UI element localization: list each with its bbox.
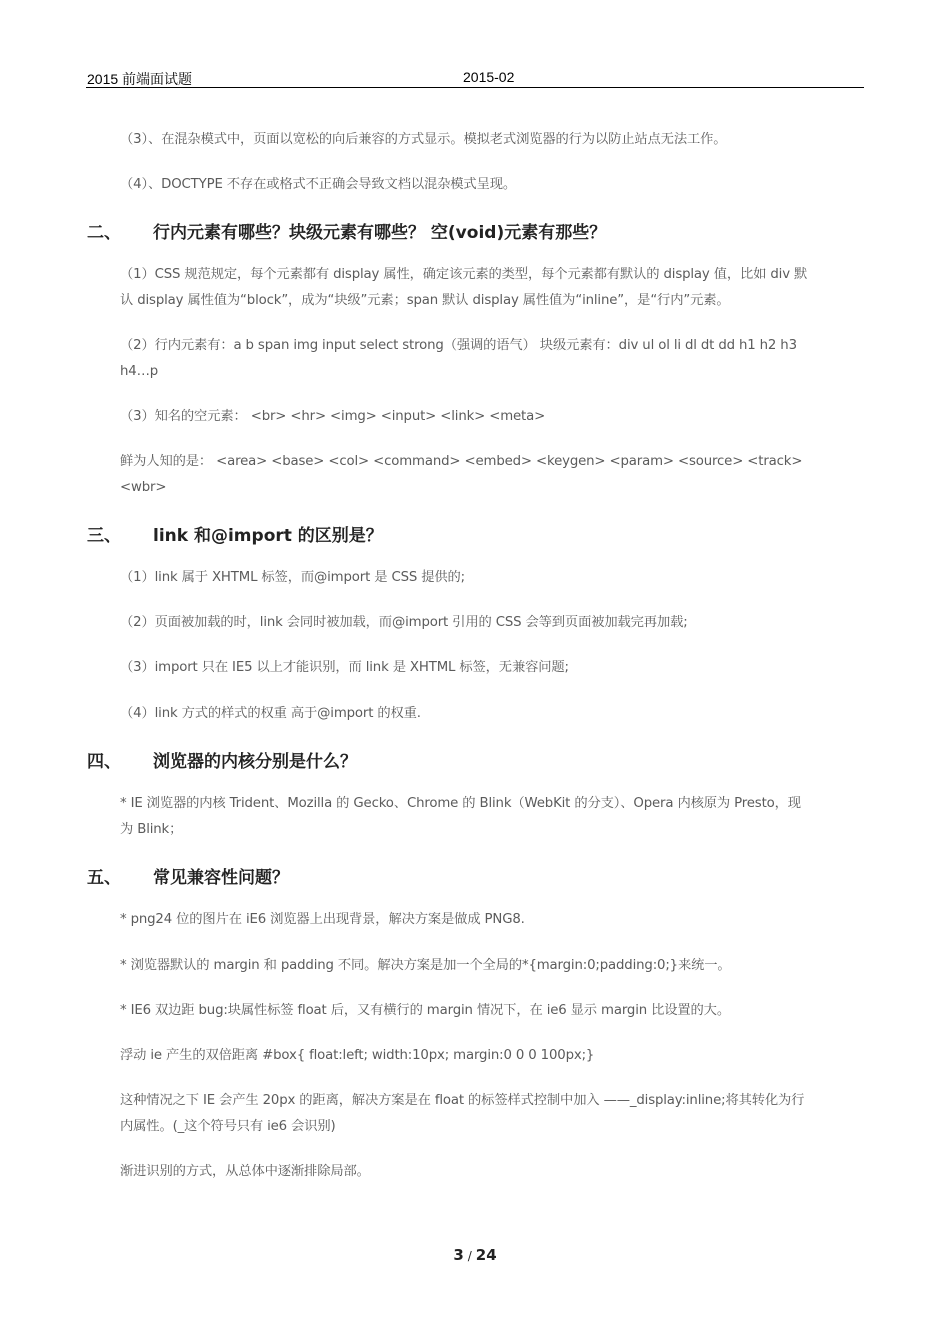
paragraph (120, 791, 856, 843)
section-number: 五、 (87, 868, 121, 888)
document-date: 2015-02 (463, 69, 515, 85)
paragraph: * 浏览器默认的 margin 和 padding 不同。解决方案是加一个全局的*{margin:0;padding:0;}来统一。 (120, 958, 731, 973)
document-title: 2015 前端面试题 (87, 71, 193, 87)
paragraph: 渐进识别的方式，从总体中逐渐排除局部。 (120, 1164, 370, 1179)
paragraph-line: h4…p (120, 364, 159, 379)
paragraph (120, 262, 856, 314)
section-number: 二、 (87, 223, 121, 243)
paragraph-line: 认 display 属性值为“block”，成为“块级”元素；span 默认 display 属性值为“inline”，是“行内”元素。 (120, 293, 730, 308)
paragraph-line: （1）CSS 规范规定，每个元素都有 display 属性，确定该元素的类型，每个元素都有默认的 display 值，比如 div 默 (120, 267, 808, 282)
paragraph-line: （2）行内元素有：a b span img input select strong（强调的语气） 块级元素有：div ul ol li dl dt dd h1 h2 h3 (120, 338, 797, 353)
paragraph: （3）、在混杂模式中，页面以宽松的向后兼容的方式显示。模拟老式浏览器的行为以防止站点无法工作。 (120, 132, 727, 147)
paragraph: （4）、DOCTYPE 不存在或格式不正确会导致文档以混杂模式呈现。 (120, 177, 517, 192)
paragraph-line: 内属性。(_这个符号只有 ie6 会识别) (120, 1119, 336, 1134)
paragraph (120, 333, 856, 385)
page-separator: / (467, 1249, 472, 1263)
paragraph-line: 鲜为人知的是： <area> <base> <col> <command> <embed> <keygen> <param> <source> <track> (120, 454, 803, 469)
paragraph: （3）知名的空元素： <br> <hr> <img> <input> <link> <meta> (120, 409, 546, 424)
paragraph-line: 为 Blink； (120, 822, 183, 837)
paragraph: （3）import 只在 IE5 以上才能识别，而 link 是 XHTML 标签，无兼容问题; (120, 660, 569, 675)
paragraph-line: * IE 浏览器的内核 Trident、Mozilla 的 Gecko、Chrome 的 Blink（WebKit 的分支）、Opera 内核原为 Presto，现 (120, 796, 801, 811)
section-number: 三、 (87, 526, 121, 546)
paragraph (120, 1088, 856, 1140)
section-title: 常见兼容性问题？ (153, 868, 289, 888)
paragraph: 浮动 ie 产生的双倍距离 #box{ float:left; width:10px; margin:0 0 0 100px;} (120, 1048, 595, 1063)
paragraph: （2）页面被加载的时，link 会同时被加载，而@import 引用的 CSS 会等到页面被加载完再加载; (120, 615, 688, 630)
section-title: 行内元素有哪些？块级元素有哪些？ 空(void)元素有那些？ (153, 223, 607, 243)
section-number: 四、 (87, 752, 121, 772)
paragraph-line: 这种情况之下 IE 会产生 20px 的距离，解决方案是在 float 的标签样式控制中加入 ——_display:inline;将其转化为行 (120, 1093, 805, 1108)
current-page: 3 (453, 1246, 464, 1264)
paragraph: （4）link 方式的样式的权重 高于@import 的权重. (120, 706, 421, 721)
section-title: 浏览器的内核分别是什么？ (153, 752, 357, 772)
page-header (86, 68, 864, 88)
page-number (0, 1246, 950, 1264)
paragraph (120, 449, 856, 501)
paragraph-line: <wbr> (120, 480, 167, 495)
paragraph: （1）link 属于 XHTML 标签，而@import 是 CSS 提供的; (120, 570, 466, 585)
section-title: link 和@import 的区别是？ (153, 526, 383, 546)
paragraph: * IE6 双边距 bug:块属性标签 float 后，又有横行的 margin 情况下，在 ie6 显示 margin 比设置的大。 (120, 1003, 730, 1018)
paragraph: * png24 位的图片在 iE6 浏览器上出现背景，解决方案是做成 PNG8. (120, 912, 525, 927)
total-pages: 24 (475, 1246, 497, 1264)
